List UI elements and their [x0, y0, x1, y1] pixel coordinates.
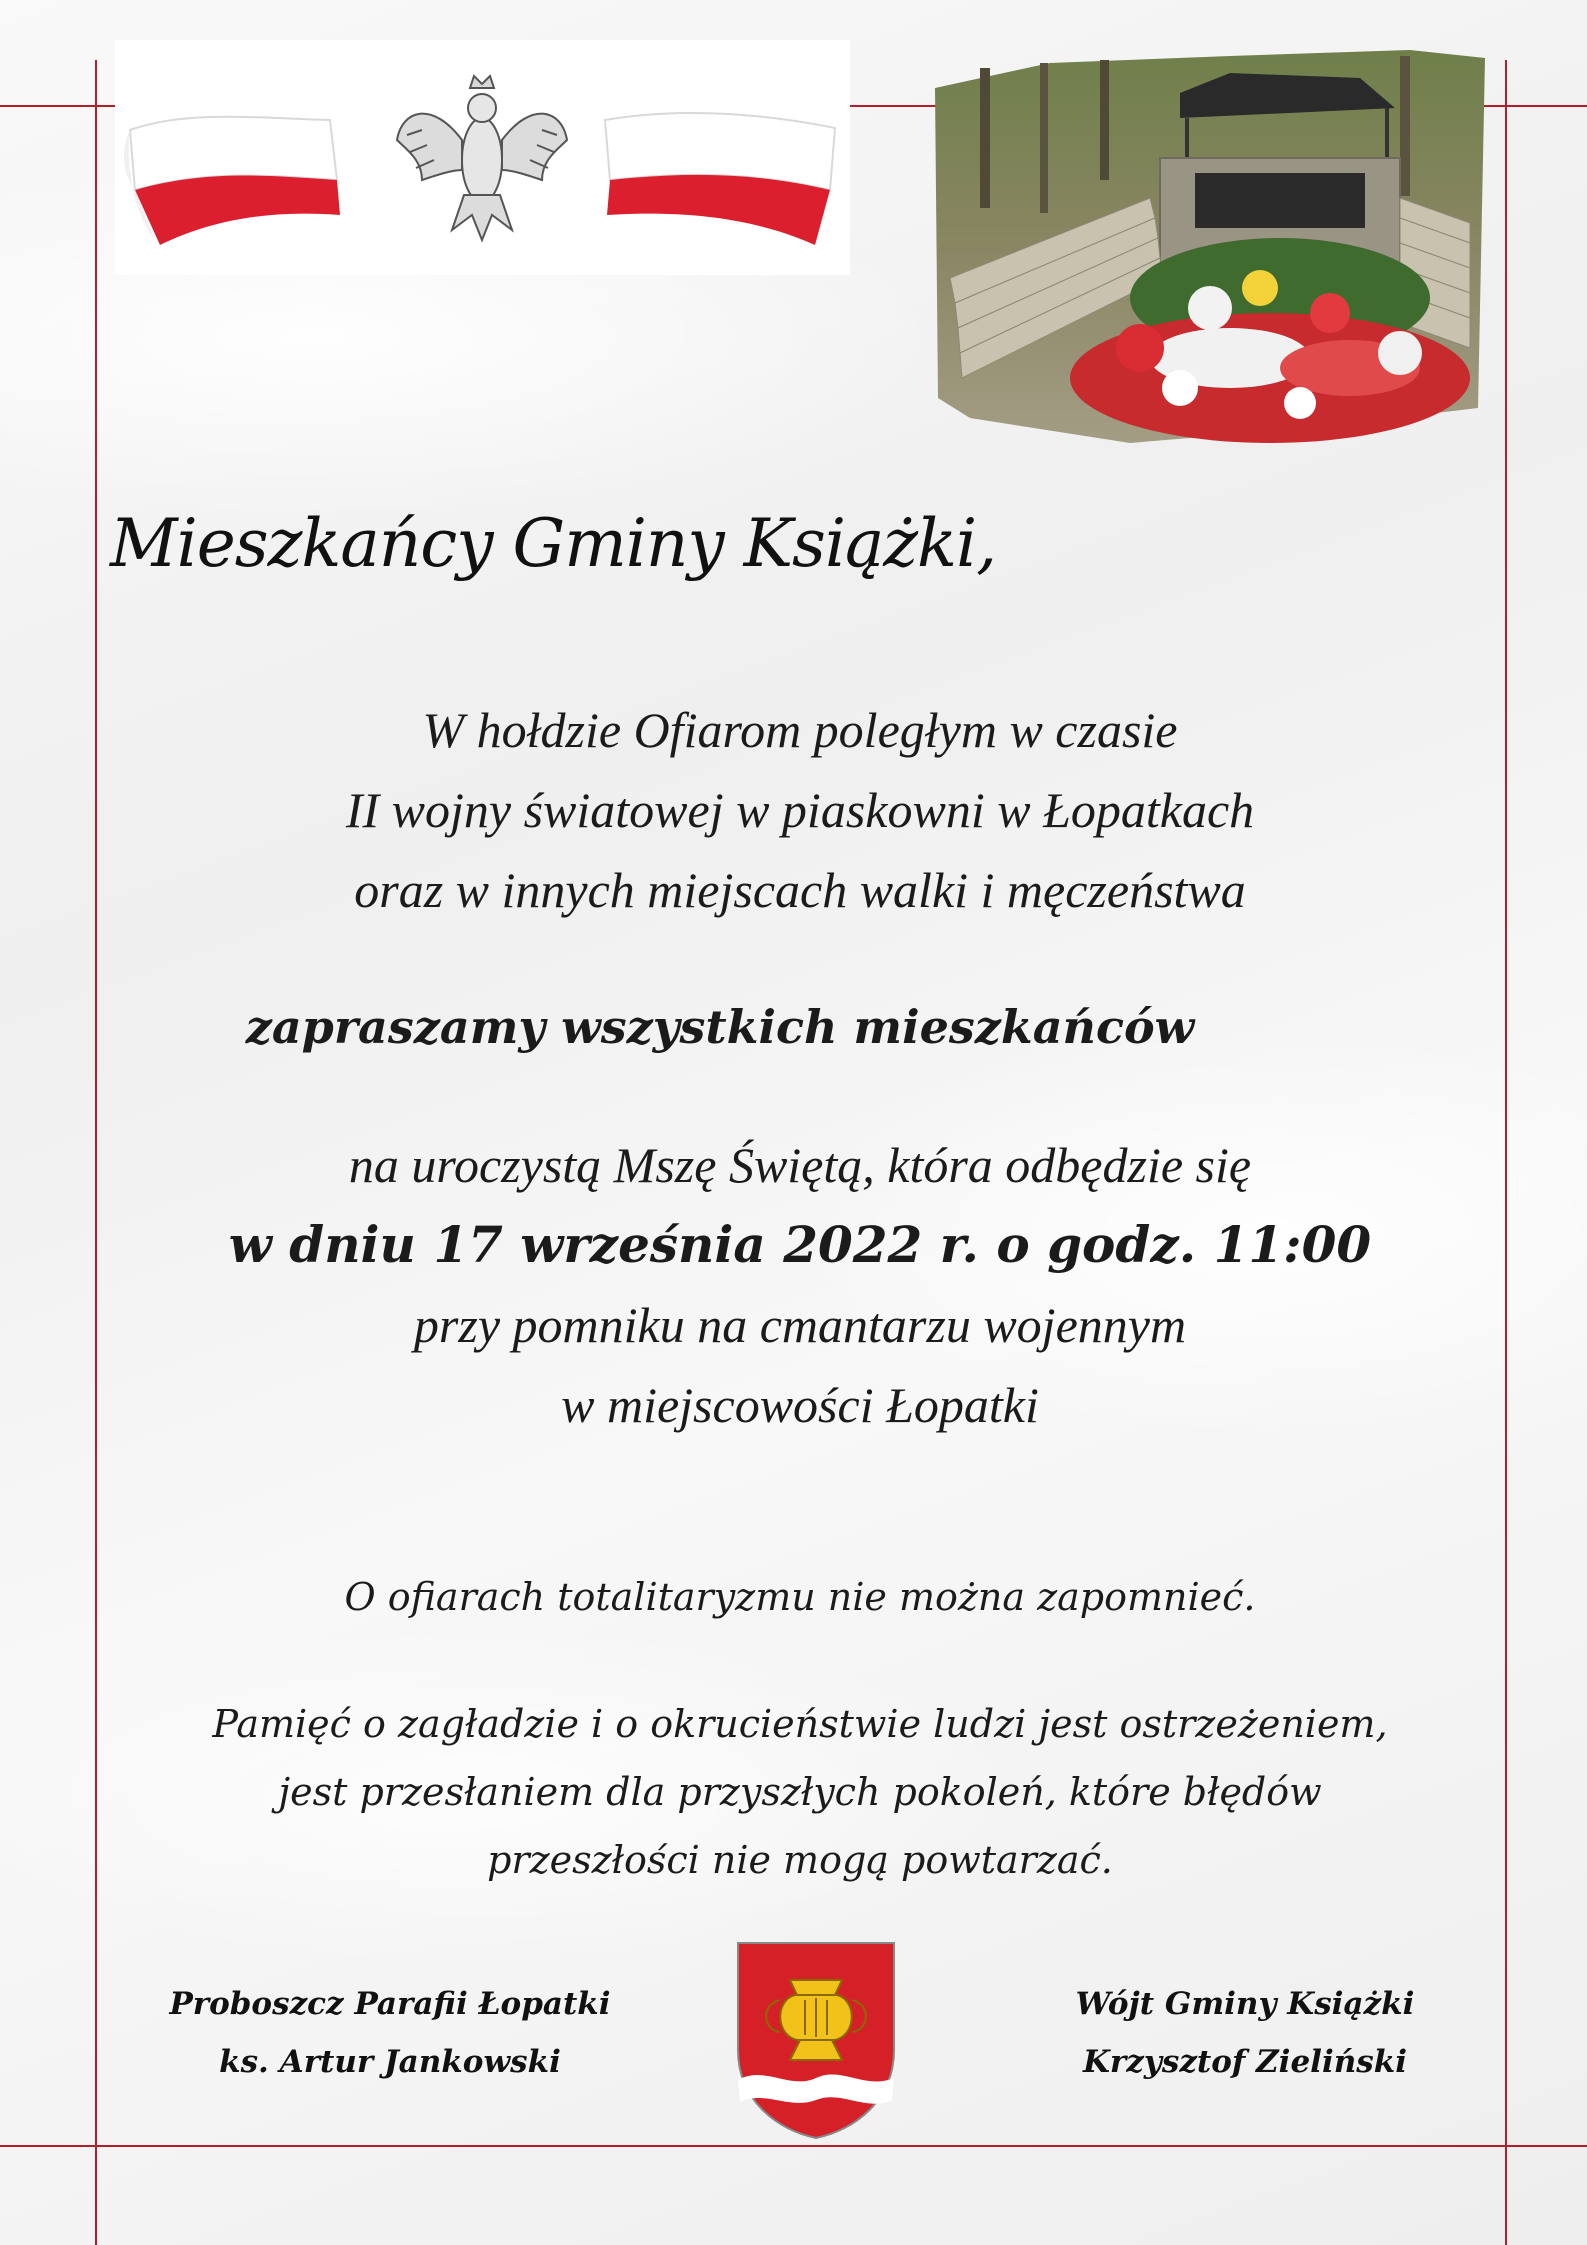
signature-right-name: Krzysztof Zieliński: [1082, 2044, 1407, 2080]
event-date: w dniu 17 września 2022 r. o godz. 11:00: [228, 1215, 1372, 1274]
quote-long: [130, 1690, 1470, 1894]
signature-left-title: Proboszcz Parafii Łopatki: [169, 1986, 611, 2022]
frame-line-right: [1505, 60, 1507, 2245]
crest-icon: [735, 1940, 897, 2140]
signature-left: [130, 1975, 650, 2091]
event-location: przy pomniku na cmantarzu wojennym: [413, 1297, 1187, 1353]
eagle-icon: [397, 76, 567, 240]
frame-line-bottom: [0, 2145, 1587, 2147]
quote-line: Pamięć o zagładzie i o okrucieństwie ludzi jest ostrzeżeniem,: [212, 1702, 1388, 1746]
quote-line: jest przesłaniem dla przyszłych pokoleń, które błędów: [278, 1770, 1322, 1814]
event-details: [130, 1125, 1470, 1445]
tribute-paragraph: [130, 690, 1470, 930]
tribute-line: oraz w innych miejscach walki i męczeństwa: [354, 862, 1246, 918]
tribute-line: II wojny światowej w piaskowni w Łopatkach: [345, 782, 1255, 838]
invitation-heading: zapraszamy wszystkich mieszkańców: [245, 1000, 1195, 1054]
quote-line: przeszłości nie mogą powtarzać.: [487, 1838, 1113, 1882]
greeting: Mieszkańcy Gminy Książki,: [110, 505, 997, 582]
flag-ribbons-icon: [115, 40, 850, 275]
quote-short: O ofiarach totalitaryzmu nie można zapomnieć.: [344, 1575, 1256, 1619]
memorial-photo-icon: [930, 48, 1492, 458]
tribute-line: W hołdzie Ofiarom poległym w czasie: [422, 702, 1178, 758]
event-place: w miejscowości Łopatki: [561, 1377, 1039, 1433]
signature-right: [985, 1975, 1505, 2091]
frame-line-left: [95, 60, 97, 2245]
signature-left-name: ks. Artur Jankowski: [219, 2044, 561, 2080]
event-line: na uroczystą Mszę Świętą, która odbędzie się: [348, 1137, 1252, 1193]
signature-right-title: Wójt Gminy Książki: [1075, 1986, 1415, 2022]
flags-emblem-image: [115, 40, 850, 275]
memorial-photo: [930, 48, 1492, 458]
